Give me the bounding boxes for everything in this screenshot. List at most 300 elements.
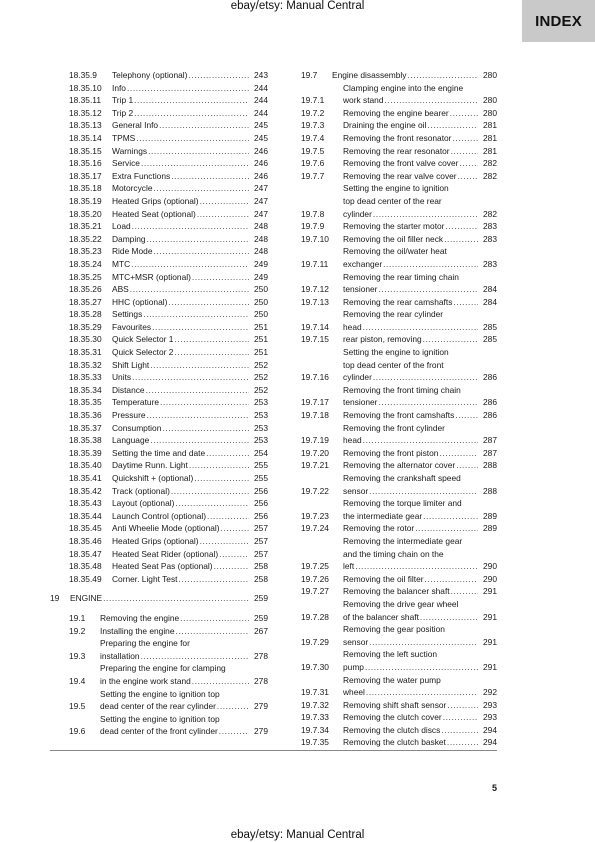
toc-entry-number: 19.7.25 [301,561,329,572]
toc-entry-number: 18.35.30 [69,334,102,345]
toc-entry[interactable] [301,157,497,170]
toc-entry-title: ABS [112,284,129,295]
dot-leader [369,485,478,498]
dot-leader [174,333,249,346]
toc-entry[interactable] [301,736,497,749]
toc-entry[interactable] [50,208,268,221]
toc-entry-number: 18.35.19 [69,195,102,206]
toc-entry-title: Removing the front camshafts [343,410,455,421]
footer-divider [50,750,497,751]
dot-leader [176,625,250,638]
toc-entry[interactable] [301,233,497,246]
toc-entry-number: 18.35.13 [69,120,102,131]
toc-entry[interactable] [50,422,268,435]
toc-entry[interactable] [50,637,268,662]
toc-entry[interactable] [50,271,268,284]
toc-entry-title: Setting the time and date [112,447,206,458]
toc-entry-page: 289 [483,510,497,521]
dot-leader [192,271,249,284]
toc-entry-title: in the engine work stand [100,675,191,686]
toc-entry-title: Warnings [112,145,148,156]
dot-leader [200,195,249,208]
toc-entry[interactable] [301,447,497,460]
toc-entry-title: Ride Mode [112,246,153,257]
toc-entry[interactable] [301,522,497,535]
toc-entry[interactable] [301,598,497,623]
toc-entry-title: Removing shift shaft sensor [343,699,447,710]
toc-entry-number: 18.35.36 [69,410,102,421]
toc-entry-page: 282 [483,208,497,219]
toc-entry-page: 258 [254,561,268,572]
toc-entry-title: and the timing chain on the [343,548,444,559]
toc-entry-page: 287 [483,447,497,458]
toc-entry-page: 278 [254,650,268,661]
toc-entry-page: 288 [483,460,497,471]
toc-entry[interactable] [301,724,497,737]
toc-entry-page: 284 [483,284,497,295]
dot-leader [132,220,249,233]
toc-entry[interactable] [301,145,497,158]
toc-entry-page: 283 [483,233,497,244]
toc-entry-title: HHC (optional) [112,296,168,307]
toc-entry-number: 18.35.35 [69,397,102,408]
toc-entry-number: 19.7.17 [301,397,329,408]
toc-entry[interactable] [50,497,268,510]
toc-entry-page: 251 [254,334,268,345]
dot-leader [103,592,249,605]
toc-entry-title: Quickshift + (optional) [112,473,194,483]
dot-leader [168,296,249,309]
toc-entry-number: 18.35.28 [69,309,102,320]
dot-leader [180,612,249,625]
dot-leader [385,94,479,107]
toc-entry[interactable] [301,296,497,309]
toc-entry[interactable] [50,233,268,246]
dot-leader [127,82,249,95]
toc-entry-title: head [343,435,362,446]
toc-entry[interactable] [301,535,497,573]
dot-leader [415,522,478,535]
toc-entry[interactable] [301,497,497,522]
toc-entry-number: 19.7.19 [301,435,329,446]
toc-entry-page: 244 [254,82,268,93]
toc-entry-number: 19.7.11 [301,258,329,269]
toc-entry-title: tensioner [343,397,378,408]
toc-entry[interactable] [50,535,268,548]
toc-entry-number: 19.7.10 [301,233,329,244]
toc-entry[interactable] [50,94,268,107]
dot-leader [214,560,249,573]
toc-entry[interactable] [50,510,268,523]
toc-entry[interactable] [50,333,268,346]
toc-entry-title: Removing the torque limiter and [343,498,462,509]
dot-leader [443,711,478,724]
toc-entry-title: Removing the front piston [343,447,439,458]
toc-entry-title: rear piston, removing [343,334,422,345]
toc-entry[interactable] [50,612,268,625]
toc-entry-title: Removing the clutch basket [343,737,446,748]
toc-entry-number: 19.7.23 [301,510,329,521]
dot-leader [444,233,478,246]
toc-entry-page: 281 [483,145,497,156]
dot-leader [455,409,478,422]
toc-entry-title: MTC+MSR (optional) [112,271,191,282]
dot-leader [192,675,249,688]
toc-entry-page: 247 [254,208,268,219]
toc-entry-page: 251 [254,321,268,332]
toc-entry-title: Heated Grips (optional) [112,195,199,206]
toc-entry-page: 247 [254,195,268,206]
toc-entry-page: 255 [254,460,268,471]
dot-leader [217,700,249,713]
toc-entry[interactable] [50,346,268,359]
toc-entry-page: 259 [254,612,268,623]
dot-leader [189,459,249,472]
toc-entry-title: Language [112,435,150,446]
toc-entry-title: Heated Grips (optional) [112,535,199,546]
toc-entry-number: 19.7.29 [301,636,329,647]
toc-entry-title: Removing the rear camshafts [343,296,453,307]
dot-leader [200,535,249,548]
toc-entry-number: 18.35.37 [69,422,102,433]
toc-entry-title: Consumption [112,422,162,433]
toc-entry-page: 257 [254,523,268,534]
dot-leader [162,422,249,435]
toc-entry-number: 19.7.9 [301,221,325,232]
dot-leader [146,384,249,397]
toc-column-left [50,69,268,738]
toc-entry[interactable] [50,296,268,309]
toc-entry[interactable] [50,459,268,472]
toc-entry[interactable] [50,157,268,170]
toc-entry[interactable] [50,573,268,586]
toc-entry-number: 19.7.15 [301,334,329,345]
toc-entry-title: Setting the engine to ignition top [100,688,220,699]
toc-column-right [301,69,497,749]
dot-leader [439,447,478,460]
toc-entry[interactable] [301,573,497,586]
toc-entry-page: 291 [483,661,497,672]
toc-entry[interactable] [50,119,268,132]
dot-leader [452,132,478,145]
toc-entry[interactable] [50,434,268,447]
toc-entry[interactable] [50,409,268,422]
toc-entry-page: 286 [483,410,497,421]
toc-entry[interactable] [301,623,497,648]
toc-entry-title: Removing the oil filler neck [343,233,444,244]
index-tab[interactable] [522,0,595,42]
toc-entry-title: Removing the drive gear wheel [343,598,459,609]
toc-entry[interactable] [301,422,497,447]
toc-entry-title: work stand [343,95,384,106]
toc-entry-title: Motorcycle [112,183,153,194]
toc-entry[interactable] [301,384,497,409]
dot-leader [171,485,249,498]
toc-entry-number: 19.7.5 [301,145,325,156]
toc-entry-number: 18.35.20 [69,208,102,219]
dot-leader [160,396,249,409]
toc-entry-number: 18.35.29 [69,321,102,332]
toc-entry-title: Removing the rear valve cover [343,170,457,181]
toc-entry-title: of the balancer shaft [343,611,419,622]
toc-entry-title: Removing the intermediate gear [343,535,463,546]
dot-leader [221,522,249,535]
toc-entry-title: Removing the balancer shaft [343,586,450,597]
watermark-bottom: ebay/etsy: Manual Central [230,829,365,841]
toc-entry-number: 18.35.41 [69,473,102,483]
toc-entry-title: Preparing the engine for [100,638,190,649]
toc-entry[interactable] [50,132,268,145]
toc-entry-page: 253 [254,410,268,421]
page-number: 5 [491,783,497,793]
toc-entry-title: Heated Seat (optional) [112,208,196,219]
toc-entry-page: 291 [483,586,497,597]
toc-entry[interactable] [50,195,268,208]
dot-leader [453,296,478,309]
toc-entry[interactable] [50,82,268,95]
toc-entry[interactable] [301,245,497,270]
toc-entry-number: 18.35.46 [69,535,102,546]
toc-entry[interactable] [50,245,268,258]
toc-entry-page: 247 [254,183,268,194]
toc-entry-title: Removing the front timing chain [343,384,461,395]
toc-entry[interactable] [301,107,497,120]
toc-entry-number: 18.35.26 [69,284,102,295]
toc-entry[interactable] [50,283,268,296]
toc-entry-number: 18.35.9 [69,70,97,80]
toc-entry-title: left [343,561,355,572]
toc-entry-title: Installing the engine [100,625,175,636]
dot-leader [456,459,478,472]
toc-entry[interactable] [50,713,268,738]
toc-entry[interactable] [50,371,268,384]
toc-entry-title: Anti Wheelie Mode (optional) [112,523,220,534]
toc-entry-number: 18.35.49 [69,573,102,584]
toc-entry-page: 287 [483,435,497,446]
dot-leader [451,145,478,158]
toc-entry-number: 19.7.12 [301,284,329,295]
dot-leader [459,157,478,170]
toc-entry-title: Load [112,221,131,232]
toc-entry-number: 19.7.27 [301,586,329,597]
toc-entry[interactable] [50,396,268,409]
toc-entry-page: 252 [254,359,268,370]
toc-entry[interactable] [301,585,497,598]
toc-entry[interactable] [301,711,497,724]
dot-leader [141,157,249,170]
toc-entry-title: Removing the clutch cover [343,712,442,723]
toc-entry[interactable] [50,145,268,158]
toc-entry-title: ENGINE [70,593,103,604]
toc-entry[interactable] [301,132,497,145]
toc-entry[interactable] [301,271,497,296]
dot-leader [369,636,478,649]
dot-leader [174,346,249,359]
toc-entry-number: 19.2 [69,625,86,636]
toc-entry-page: 248 [254,246,268,257]
toc-entry-title: Removing the front resonator [343,132,452,143]
dot-leader [447,736,478,749]
toc-entry[interactable] [50,359,268,372]
toc-entry[interactable] [50,485,268,498]
toc-entry[interactable] [50,384,268,397]
toc-entry-number: 18.35.23 [69,246,102,257]
toc-entry[interactable] [301,648,497,673]
toc-entry-page: 291 [483,636,497,647]
toc-entry-title: pump [343,661,364,672]
toc-entry-page: 282 [483,170,497,181]
toc-entry[interactable] [301,699,497,712]
toc-entry[interactable] [301,170,497,183]
toc-entry-title: Service [112,158,140,169]
toc-entry[interactable] [50,522,268,535]
toc-entry[interactable] [301,409,497,422]
toc-entry-number: 18.35.39 [69,447,102,458]
dot-leader [407,69,478,82]
dot-leader [451,585,478,598]
toc-entry-number: 18.35.15 [69,145,102,156]
toc-entry[interactable] [50,472,268,485]
toc-entry-page: 280 [483,70,497,80]
toc-entry[interactable] [50,182,268,195]
dot-leader [373,371,478,384]
toc-entry-title: Removing the oil/water heat [343,246,447,257]
toc-entry-number: 19.7.16 [301,372,329,383]
toc-entry-title: top dead center of the rear [343,195,442,206]
toc-entry-page: 285 [483,334,497,345]
toc-entry-page: 281 [483,120,497,131]
toc-entry-page: 278 [254,675,268,686]
dot-leader [136,132,249,145]
toc-entry-page: 294 [483,737,497,748]
dot-leader [154,245,249,258]
toc-entry-title: Setting the engine to ignition top [100,713,220,724]
toc-entry-number: 18.35.47 [69,548,102,559]
toc-entry[interactable] [50,258,268,271]
dot-leader [178,573,249,586]
toc-entry[interactable] [301,69,497,82]
toc-entry-number: 19 [50,593,60,604]
toc-entry[interactable] [301,308,497,333]
toc-entry-number: 19.7.31 [301,687,329,698]
toc-entry-title: Units [112,372,132,383]
toc-entry-page: 250 [254,296,268,307]
toc-entry-page: 255 [254,473,268,483]
toc-entry[interactable] [50,170,268,183]
toc-entry-title: Removing the oil filter [343,573,424,584]
toc-entry-title: Temperature [112,397,160,408]
toc-entry-number: 19.7.28 [301,611,329,622]
toc-entry[interactable] [301,82,497,107]
toc-entry[interactable] [50,69,268,82]
toc-entry-page: 253 [254,435,268,446]
toc-entry-title: exchanger [343,258,383,269]
toc-entry[interactable] [50,688,268,713]
toc-entry[interactable] [50,548,268,561]
toc-entry-page: 257 [254,548,268,559]
dot-leader [154,182,250,195]
toc-entry-number: 19.7.7 [301,170,325,181]
toc-entry-page: 256 [254,498,268,509]
toc-entry-title: Launch Control (optional) [112,510,207,521]
toc-entry-title: Trip 1 [112,95,134,106]
toc-entry[interactable] [50,592,268,605]
toc-entry[interactable] [50,321,268,334]
toc-entry[interactable] [301,346,497,384]
toc-entry-title: Favourites [112,321,152,332]
toc-entry-title: Corner. Light Test [112,573,178,584]
toc-entry[interactable] [50,447,268,460]
toc-entry-page: 288 [483,485,497,496]
toc-entry[interactable] [50,662,268,687]
toc-entry-page: 285 [483,321,497,332]
toc-entry[interactable] [301,119,497,132]
toc-entry[interactable] [50,220,268,233]
dot-leader [363,321,478,334]
toc-entry-page: 286 [483,372,497,383]
toc-entry-page: 246 [254,158,268,169]
toc-entry-number: 18.35.45 [69,523,102,534]
toc-entry[interactable] [50,560,268,573]
toc-entry-number: 18.35.32 [69,359,102,370]
toc-entry-number: 18.35.31 [69,347,102,358]
toc-entry[interactable] [301,182,497,220]
dot-leader [130,283,249,296]
toc-entry-number: 18.35.27 [69,296,102,307]
dot-leader [447,699,478,712]
toc-entry-number: 19.7.26 [301,573,329,584]
toc-entry-page: 282 [483,158,497,169]
toc-entry-title: Removing the starter motor [343,221,445,232]
dot-leader [148,145,249,158]
toc-entry[interactable] [301,472,497,497]
toc-entry-title: Removing the water pump [343,674,441,685]
toc-entry-number: 19.7.20 [301,447,329,458]
dot-leader [159,119,249,132]
toc-entry-page: 252 [254,372,268,383]
toc-entry-page: 286 [483,397,497,408]
toc-entry[interactable] [301,220,497,233]
dot-leader [365,661,478,674]
toc-entry[interactable] [301,674,497,699]
dot-leader [423,333,478,346]
dot-leader [378,396,478,409]
toc-entry[interactable] [301,333,497,346]
dot-leader [445,220,478,233]
toc-entry[interactable] [50,308,268,321]
toc-entry[interactable] [50,107,268,120]
toc-entry-page: 253 [254,422,268,433]
toc-entry-title: Trip 2 [112,107,134,118]
index-tab-label: INDEX [535,12,582,30]
toc-entry-page: 250 [254,309,268,320]
toc-entry[interactable] [301,459,497,472]
toc-entry[interactable] [50,625,268,638]
toc-entry-page: 245 [254,120,268,131]
dot-leader [425,573,478,586]
toc-entry-page: 249 [254,271,268,282]
dot-leader [206,447,249,460]
toc-entry-number: 18.35.43 [69,498,102,509]
toc-entry-title: cylinder [343,208,372,219]
toc-entry-title: Removing the engine [100,612,180,623]
toc-entry-page: 244 [254,107,268,118]
toc-entry-number: 19.6 [69,726,86,737]
toc-entry-page: 257 [254,535,268,546]
toc-entry-title: head [343,321,362,332]
toc-entry-number: 19.7.18 [301,410,329,421]
toc-entry-number: 18.35.14 [69,132,102,143]
